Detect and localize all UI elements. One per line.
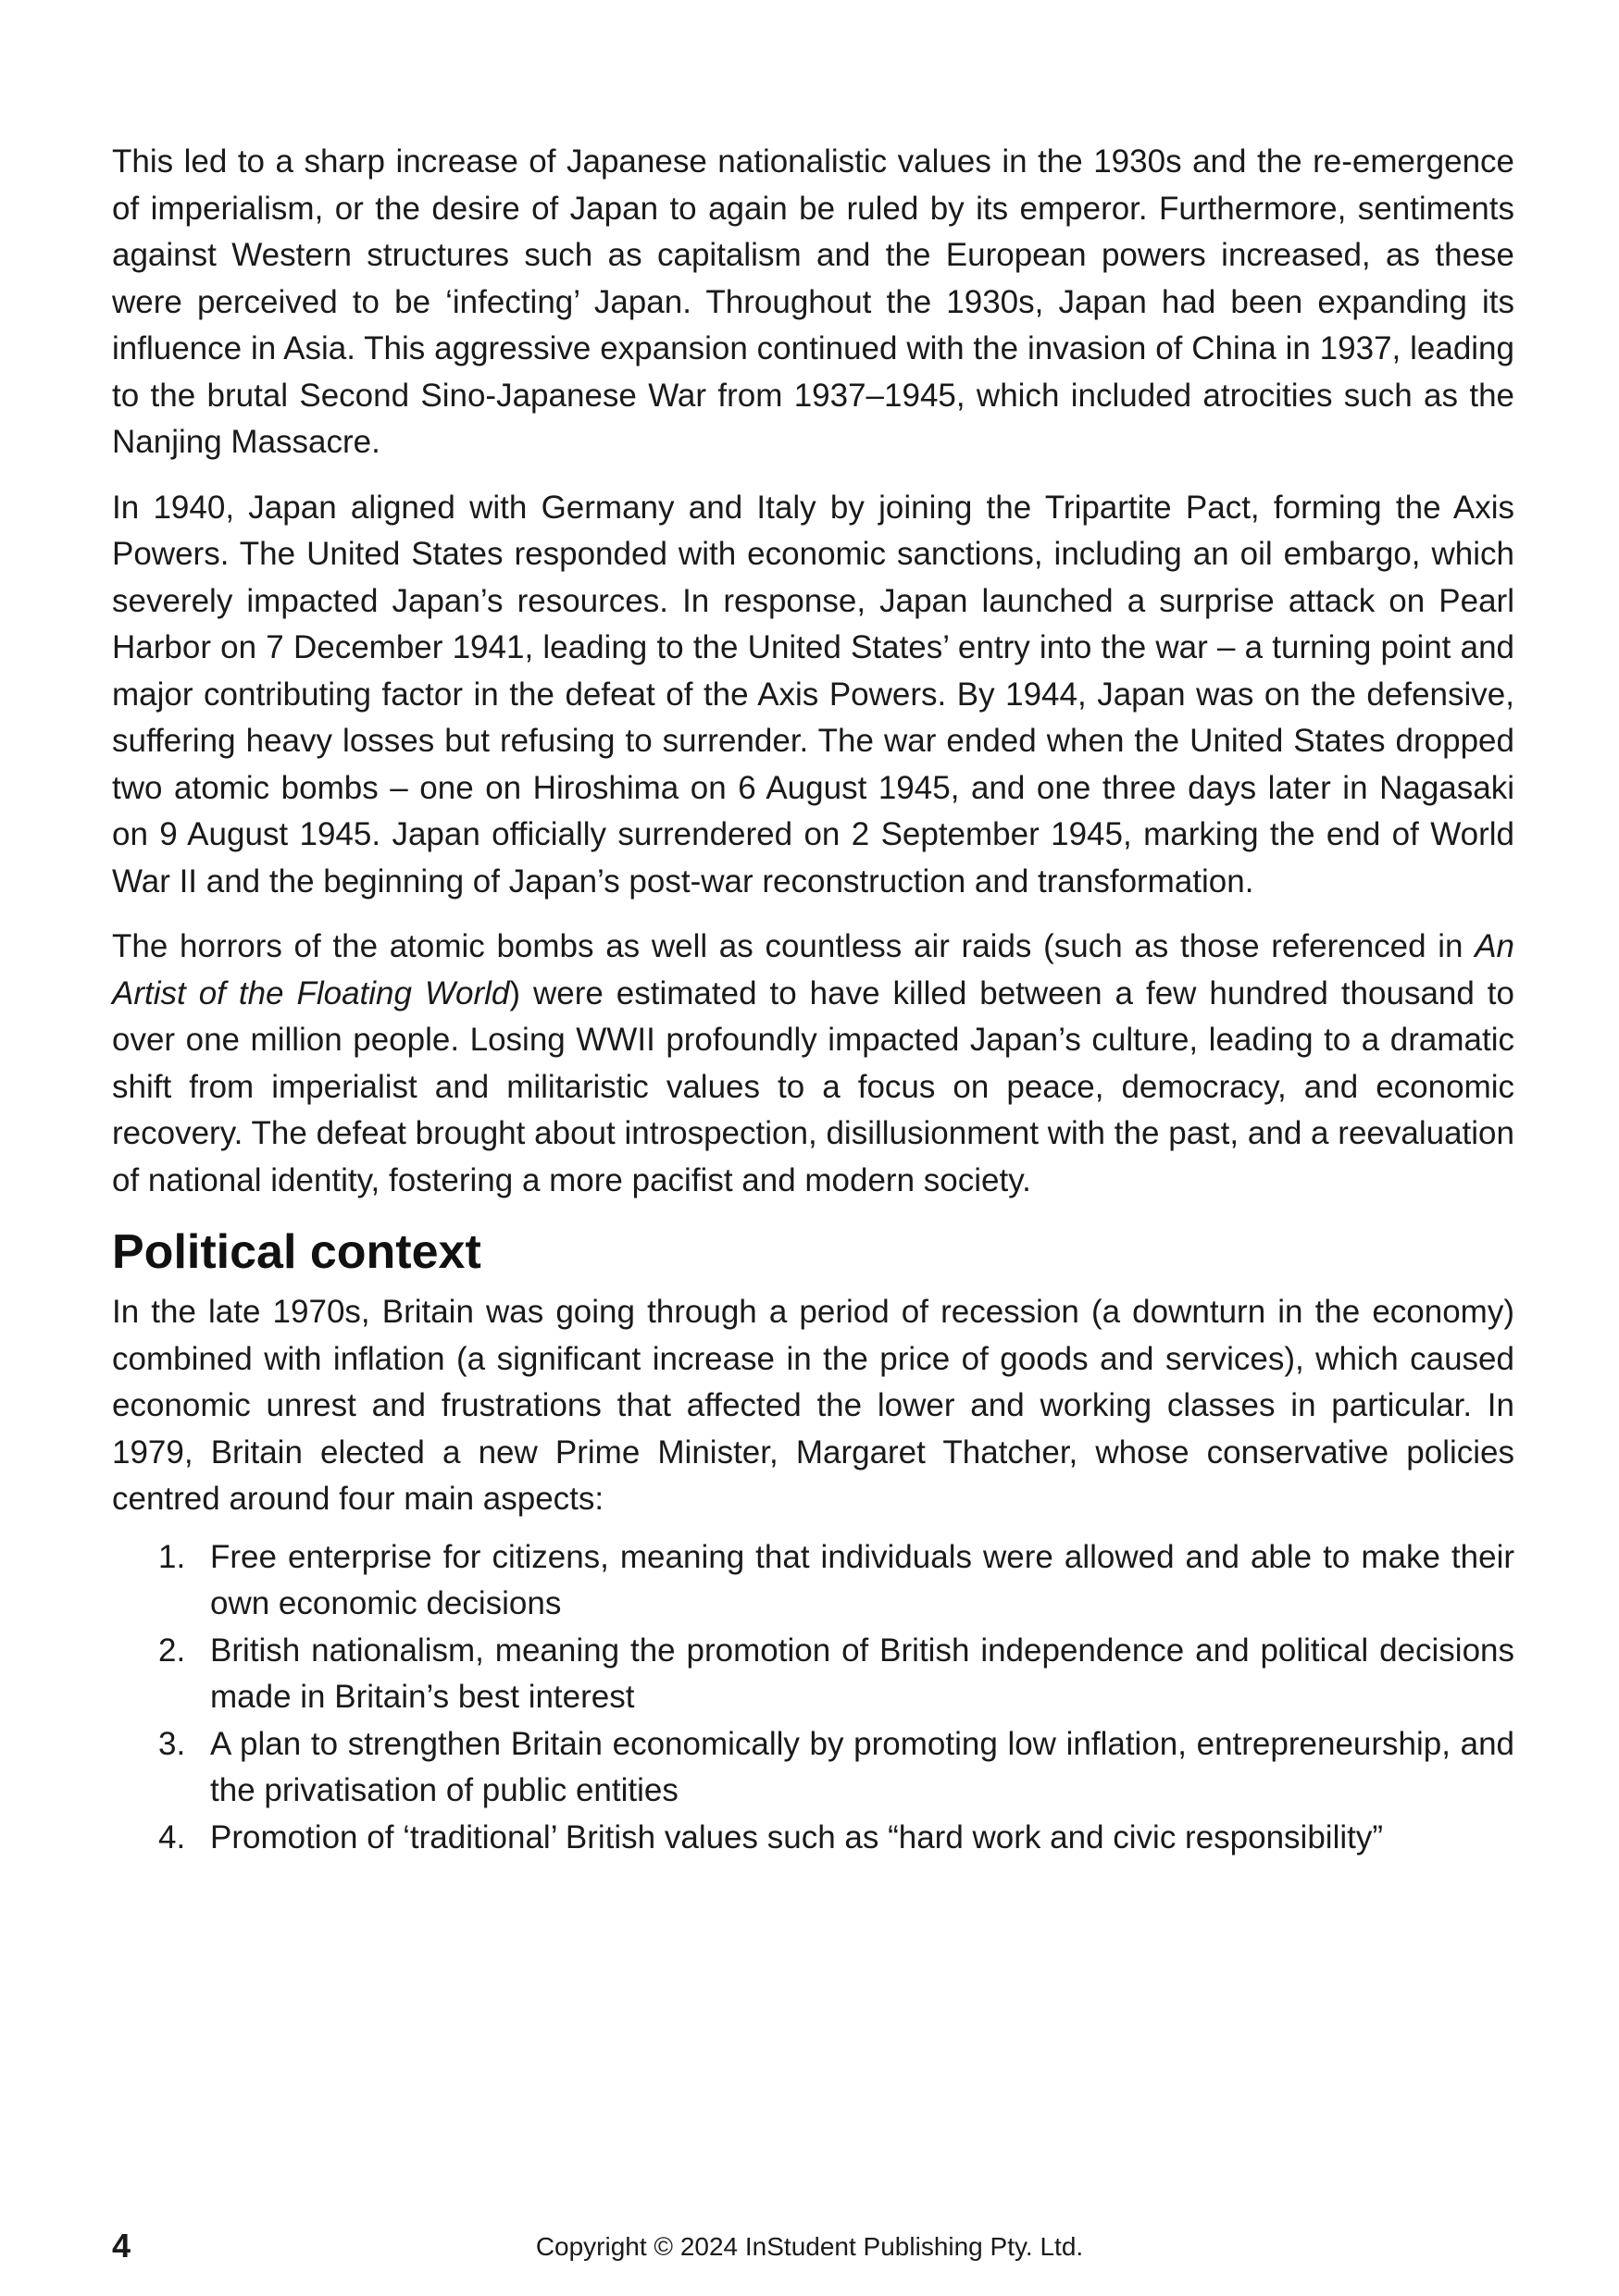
thatcher-policies-list (112, 1534, 1514, 1862)
novel-title: An Artist of the Floating World (112, 928, 1514, 1011)
paragraph-aftermath-start: The horrors of the atomic bombs as well as countless air raids (such as those referenced in (112, 928, 1476, 964)
list-item-number: 1. (158, 1538, 186, 1575)
section-heading-political-context: Political context (112, 1225, 481, 1279)
list-item-text: Free enterprise for citizens, meaning that individuals were allowed and able to make their own economic decisions (210, 1538, 1514, 1621)
list-item (112, 1534, 1514, 1628)
list-item-number: 3. (158, 1725, 186, 1762)
copyright-notice: Copyright © 2024 InStudent Publishing Pty. Ltd. (535, 2232, 1084, 2261)
paragraph-aftermath (112, 924, 1514, 1204)
page-content (112, 139, 1514, 1861)
list-item-text: British nationalism, meaning the promotion of British independence and political decisions made in Britain’s best interest (210, 1632, 1514, 1715)
list-item-number: 2. (158, 1632, 186, 1669)
list-item (112, 1815, 1514, 1862)
page-number: 4 (112, 2227, 131, 2265)
list-item (112, 1628, 1514, 1721)
paragraph-aftermath-end: ) were estimated to have killed between a few hundred thousand to over one million people. Losing WWII profoundly impacted Japan’s culture, leading to a dramatic shift from imperialist and militaristic values to a focus on peace, democracy, and economic recovery. The defeat brought about introspection, disillusionment with the past, and a reevaluation of national identity, fostering a more pacifist and modern society. (112, 974, 1514, 1198)
paragraph-britain-recession: In the late 1970s, Britain was going through a period of recession (a downturn in the economy) combined with inflation (a significant increase in the price of goods and services), which caused economic unrest and frustrations that affected the lower and working classes in particular. In 1979, Britain elected a new Prime Minister, Margaret Thatcher, whose conservative policies centred around four main aspects: (112, 1294, 1514, 1517)
list-item-number: 4. (158, 1818, 186, 1855)
list-item (112, 1721, 1514, 1815)
list-item-text: Promotion of ‘traditional’ British values such as “hard work and civic responsibility” (210, 1818, 1384, 1855)
paragraph-japanese-nationalism: This led to a sharp increase of Japanese nationalistic values in the 1930s and the re-emergence of imperialism, or the desire of Japan to again be ruled by its emperor. Furthermore, sentiments against Western structures such as capitalism and the European powers increased, as these were perceived to be ‘infecting’ Japan. Throughout the 1930s, Japan had been expanding its influence in Asia. This aggressive expansion continued with the invasion of China in 1937, leading to the brutal Second Sino-Japanese War from 1937–1945, which included atrocities such as the Nanjing Massacre. (112, 143, 1514, 460)
list-item-text: A plan to strengthen Britain economically by promoting low inflation, entrepreneurship, and the privatisation of public entities (210, 1725, 1514, 1808)
paragraph-world-war-two: In 1940, Japan aligned with Germany and Italy by joining the Tripartite Pact, forming the Axis Powers. The United States responded with economic sanctions, including an oil embargo, which severely impacted Japan’s resources. In response, Japan launched a surprise attack on Pearl Harbor on 7 December 1941, leading to the United States’ entry into the war – a turning point and major contributing factor in the defeat of the Axis Powers. By 1944, Japan was on the defensive, suffering heavy losses but refusing to surrender. The war ended when the United States dropped two atomic bombs – one on Hiroshima on 6 August 1945, and one three days later in Nagasaki on 9 August 1945. Japan officially surrendered on 2 September 1945, marking the end of World War II and the beginning of Japan’s post-war reconstruction and transformation. (112, 489, 1514, 900)
